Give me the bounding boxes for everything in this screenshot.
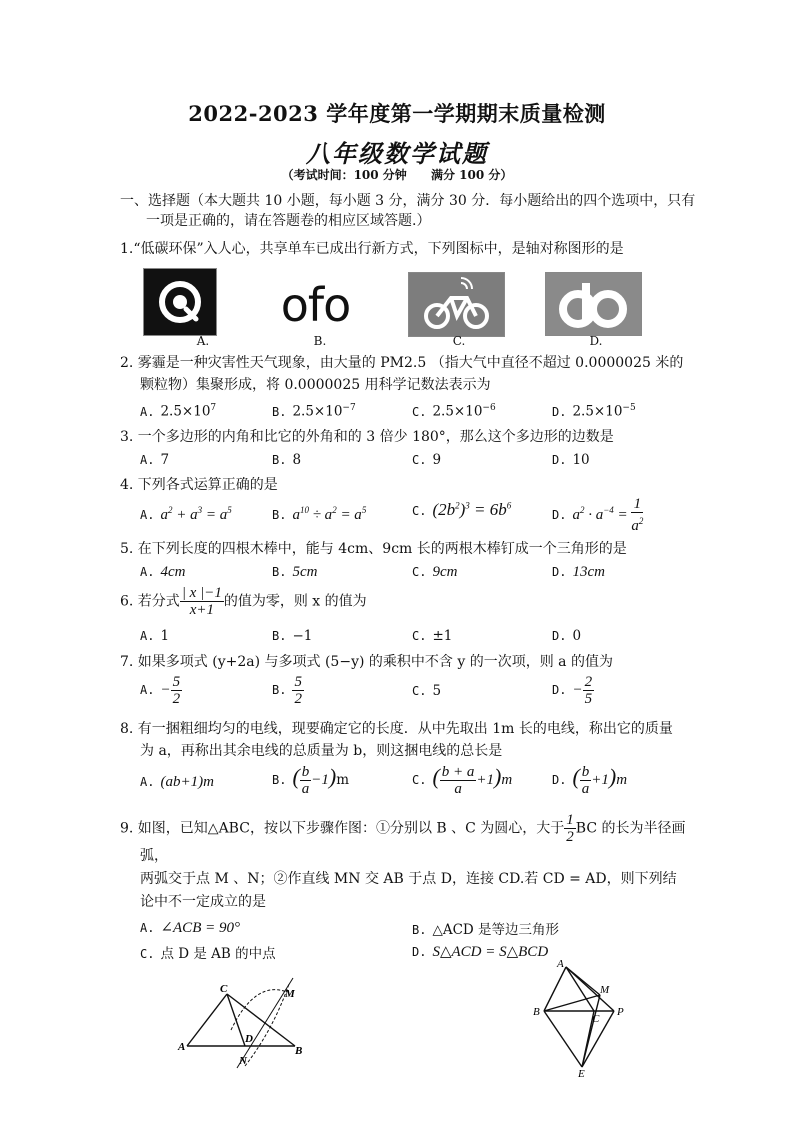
q2-option-a: A. $2.5\times 10^7$ <box>140 403 217 420</box>
q6-option-b: B. −1 <box>272 628 313 644</box>
q3-option-d: D. 10 <box>552 452 590 468</box>
q9-line1: 9. 如图，已知△ABC，按以下步骤作图：①分别以 B 、C 为圆心，大于 $\frac{1}{2}$ BC 的长为半径画 <box>120 812 686 845</box>
q6-option-a: A. 1 <box>140 628 170 644</box>
fig1-point-m: M <box>285 988 295 1000</box>
q1-logo-d <box>545 272 642 336</box>
q8-option-d: D. ( $\frac{b}{a}$ +1)m <box>552 764 628 797</box>
q4-option-a: A. $a^2 + a^3 = a^5$ <box>140 505 232 523</box>
fig2-point-c: C <box>592 1013 600 1025</box>
q1-label-d: D. <box>589 334 603 348</box>
q1-logo-a-icon <box>144 269 216 335</box>
q1-logo-c-bicycle-icon <box>409 273 504 336</box>
q3-text: 3. 一个多边形的内角和比它的外角和的 3 倍少 180°，那么这个多边形的边数是 <box>120 429 614 445</box>
exam-score: 满分 100 分） <box>431 168 513 182</box>
q7-option-d: D. − $\frac{2}{5}$ <box>552 674 593 707</box>
q1-logo-d-bike-share-icon <box>546 273 641 335</box>
q5-option-b: B. 5cm <box>272 564 318 580</box>
q3-option-c: C. 9 <box>412 452 442 468</box>
q9-line2: 弧， <box>140 848 168 864</box>
q9-line4: 论中不一定成立的是 <box>140 894 266 910</box>
q1-label-a: A. <box>196 334 210 348</box>
exam-title: 2022-2023 学年度第一学期期末质量检测 <box>188 101 606 126</box>
fig2-point-b: B <box>533 1006 540 1018</box>
q4-option-b: B. $a^{10} \div a^2 = a^5$ <box>272 505 367 523</box>
section-heading-line1: 一、选择题（本大题共 10 小题，每小题 3 分，满分 30 分．每小题给出的四个选项中，只有 <box>120 193 696 209</box>
q4-option-d: D. $a^2 \cdot a^{-4}$ = $\frac{1}{a^2}$ <box>552 496 644 534</box>
q6-option-c: C. ±1 <box>412 628 453 644</box>
q1-logo-b-ofo: ofo <box>280 278 351 332</box>
q7-text: 7. 如果多项式 (y+2a) 与多项式 (5−y) 的乘积中不含 y 的一次项，则 a 的值为 <box>120 654 613 670</box>
q7-option-c: C. 5 <box>412 683 442 699</box>
q8-line1: 8. 有一捆粗细均匀的电线，现要确定它的长度．从中先取出 1m 长的电线，称出它的质量 <box>120 721 673 737</box>
q3-option-a: A. 7 <box>140 452 170 468</box>
fig2-point-e: E <box>578 1068 585 1080</box>
q6-text: 6. 若分式 $\frac{| x |-1}{x+1}$ 的值为零，则 x 的值为 <box>120 585 367 618</box>
q1-label-b: B. <box>313 334 327 348</box>
q2-line1: 2. 雾霾是一种灾害性天气现象，由大量的 PM2.5 （指大气中直径不超过 0.0000025 米的 <box>120 355 684 371</box>
q2-option-c: C. $2.5\times 10^{-6}$ <box>412 403 496 420</box>
section-heading-line2: 一项是正确的，请在答题卷的相应区域答题.） <box>146 213 431 229</box>
q1-logo-c <box>408 272 505 337</box>
q7-option-b: B. $\frac{5}{2}$ <box>272 674 302 707</box>
fig2-point-p: P <box>617 1006 624 1018</box>
q8-option-a: A. (ab+1)m <box>140 774 214 790</box>
q3-option-b: B. 8 <box>272 452 302 468</box>
exam-subtitle: 八年级数学试题 <box>306 139 488 168</box>
fig1-point-n: N <box>239 1055 247 1067</box>
q2-option-b: B. $2.5\times 10^{-7}$ <box>272 403 356 420</box>
fig2-point-a: A <box>557 958 564 970</box>
figure-1-triangle-construction <box>175 970 315 1070</box>
q9-option-a: A. ∠ACB = 90° <box>140 920 240 936</box>
fig1-point-c: C <box>220 983 228 995</box>
exam-time: （考试时间：100 分钟 <box>281 168 407 182</box>
figure-2-kite-construction <box>530 955 640 1080</box>
q4-text: 4. 下列各式运算正确的是 <box>120 477 278 493</box>
fig1-point-b: B <box>295 1045 303 1057</box>
fig1-point-d: D <box>245 1033 253 1045</box>
q5-text: 5. 在下列长度的四根木棒中，能与 4cm、9cm 长的两根木棒钉成一个三角形的是 <box>120 541 627 557</box>
fig2-point-m: M <box>600 984 610 996</box>
q1-text: 1.“低碳环保”入人心，共享单车已成出行新方式，下列图标中，是轴对称图形的是 <box>120 241 624 257</box>
q5-option-a: A. 4cm <box>140 564 186 580</box>
q9-option-c: C. 点 D 是 AB 的中点 <box>140 946 276 962</box>
q1-logo-a <box>143 268 217 336</box>
q2-option-d: D. $2.5\times 10^{-5}$ <box>552 403 636 420</box>
q2-line2: 颗粒物）集聚形成，将 0.0000025 用科学记数法表示为 <box>140 377 491 393</box>
q5-option-d: D. 13cm <box>552 564 605 580</box>
q5-option-c: C. 9cm <box>412 564 458 580</box>
q6-option-d: D. 0 <box>552 628 582 644</box>
q1-logo-b <box>268 272 363 338</box>
fig1-point-a: A <box>178 1041 186 1053</box>
q8-option-c: C. ( $\frac{b + a}{a}$ +1)m <box>412 764 513 797</box>
q1-label-c: C. <box>452 334 466 348</box>
q9-line3: 两弧交于点 M 、N；②作直线 MN 交 AB 于点 D，连接 CD.若 CD = AD，则下列结 <box>140 871 677 887</box>
q7-option-a: A. − $\frac{5}{2}$ <box>140 674 181 707</box>
q4-option-c: C. $(2b^2)^3 = 6b^6$ <box>412 500 512 519</box>
q9-option-d: D. S△ACD = S△BCD <box>412 944 549 960</box>
exam-info <box>0 166 794 183</box>
q9-option-b: B. △ACD 是等边三角形 <box>412 922 560 938</box>
q8-line2: 为 a，再称出其余电线的总质量为 b，则这捆电线的总长是 <box>140 743 503 759</box>
q8-option-b: B. ( $\frac{b}{a}$ −1)m <box>272 764 350 797</box>
